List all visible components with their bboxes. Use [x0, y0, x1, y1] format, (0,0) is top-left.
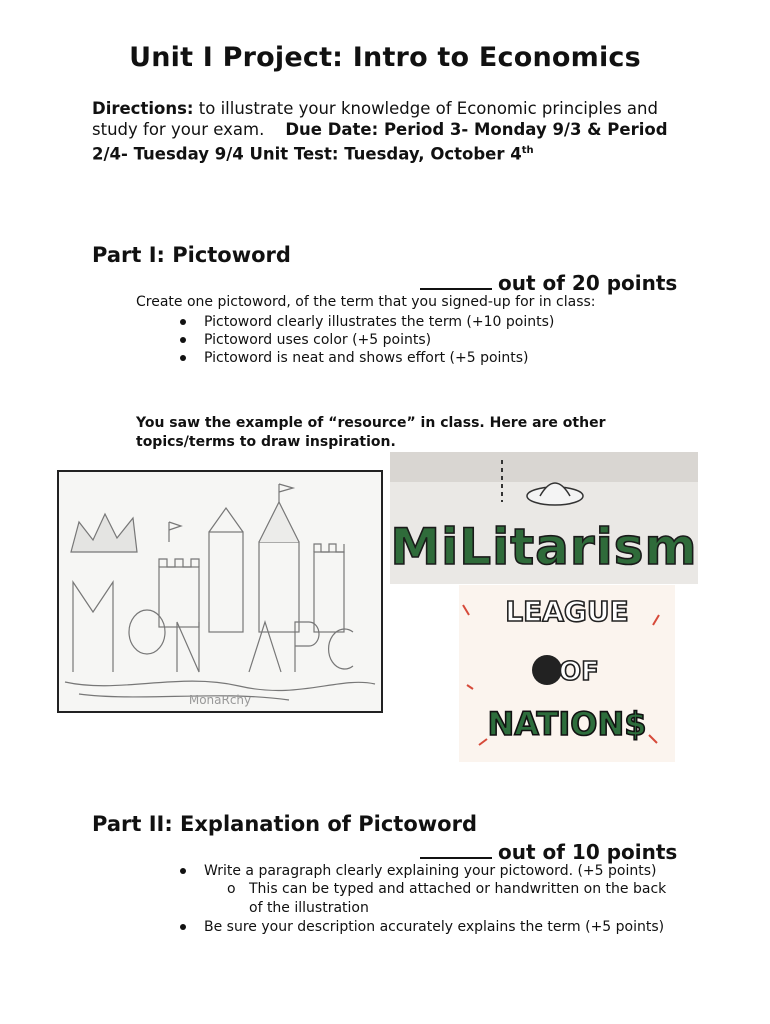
- part1-heading: Part I: Pictoword: [92, 243, 291, 267]
- bullet-icon: [180, 924, 186, 930]
- monarchy-word: MonaRchy: [188, 693, 252, 707]
- sub-bullet-marker: o: [227, 881, 236, 897]
- league-of-nations-pictoword-image: [459, 585, 675, 762]
- league-word-line3: NATION$: [487, 705, 647, 743]
- part2-bullet-list: [204, 862, 674, 936]
- points-blank[interactable]: [420, 274, 492, 290]
- part2-heading: Part II: Explanation of Pictoword: [92, 812, 477, 836]
- militarism-drawing: [390, 452, 698, 584]
- points-blank[interactable]: [420, 843, 492, 859]
- part2-points-text: out of 10 points: [498, 840, 678, 864]
- list-item: Pictoword clearly illustrates the term (+10 points): [204, 313, 684, 331]
- directions-label: Directions:: [92, 99, 194, 118]
- bullet-icon: [180, 319, 186, 325]
- league-word-line2: OF: [559, 657, 599, 687]
- bullet-icon: [180, 355, 186, 361]
- part1-intro: Create one pictoword, of the term that you signed-up for in class:: [136, 294, 596, 310]
- example-note: You saw the example of “resource” in class. Here are other topics/terms to draw inspiration.: [136, 415, 606, 450]
- part2-points-line: [420, 840, 677, 864]
- list-item: Write a paragraph clearly explaining your pictoword. (+5 points) o This can be typed and attached or handwritten on the back of the illustration: [204, 862, 674, 918]
- part1-bullet-list: [204, 313, 684, 367]
- militarism-word: MiLitarism: [390, 518, 698, 576]
- militarism-pictoword-image: [390, 452, 698, 584]
- list-item: Pictoword uses color (+5 points): [204, 331, 684, 349]
- sub-list-item: o This can be typed and attached or handwritten on the back of the illustration: [227, 881, 667, 916]
- bullet-icon: [180, 868, 186, 874]
- page-title: Unit I Project: Intro to Economics: [129, 42, 641, 73]
- list-item: Be sure your description accurately explains the term (+5 points): [204, 918, 674, 936]
- league-drawing: [459, 585, 675, 762]
- list-item: Pictoword is neat and shows effort (+5 points): [204, 349, 684, 367]
- due-date-suffix: th: [521, 145, 534, 156]
- league-word-line1: LEAGUE: [505, 595, 629, 628]
- monarchy-sketch: [59, 472, 381, 711]
- directions-paragraph: [92, 98, 692, 165]
- due-date-text: Due Date: Period 3- Monday 9/3 & Period 2/4- Tuesday 9/4 Unit Test: Tuesday, October 4: [92, 120, 668, 164]
- directions-text: to illustrate your knowledge of Economic principles and study for your exam.: [92, 99, 658, 139]
- part1-points-text: out of 20 points: [498, 271, 678, 295]
- bullet-icon: [180, 337, 186, 343]
- part1-points-line: [420, 271, 677, 295]
- monarchy-pictoword-image: [57, 470, 383, 713]
